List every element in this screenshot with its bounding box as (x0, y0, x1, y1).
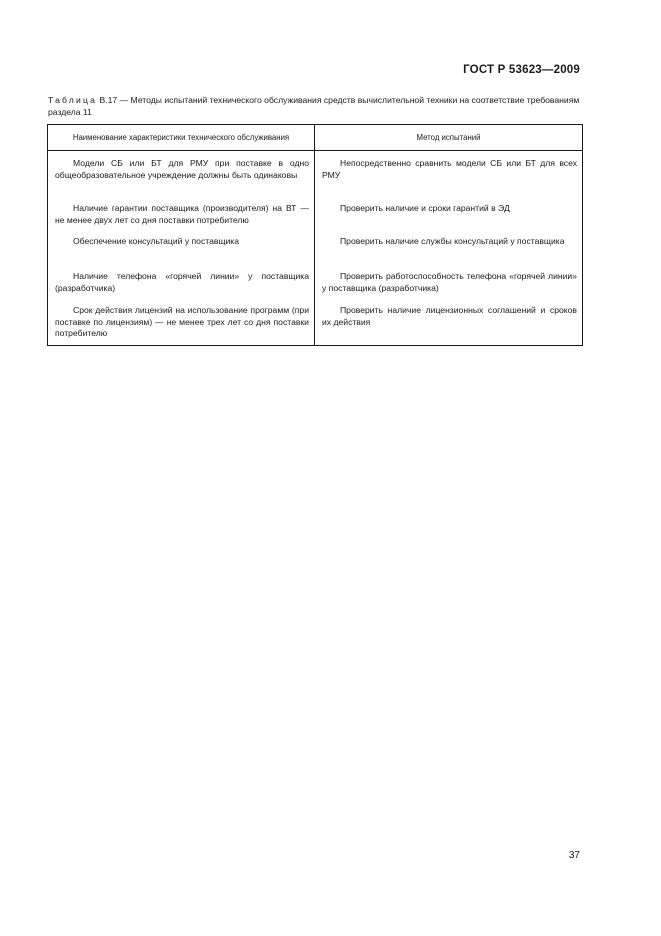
characteristic-cell: Срок действия лицензий на использование программ (при поставке по лицензиям) — не менее трех лет со дня поставки потребителю (48, 302, 315, 345)
characteristic-cell: Наличие телефона «горячей линии» у поставщика (разработчика) (48, 268, 315, 302)
table-word: Таблица (48, 95, 98, 105)
method-cell: Проверить работоспособность телефона «горячей линии» у поставщика (разработчика) (315, 268, 583, 302)
method-cell: Проверить наличие службы консультаций у поставщика (315, 233, 583, 268)
table-title: — Методы испытаний технического обслуживания средств вычислительной техники на соответствие требованиям раздела 11 (48, 95, 580, 117)
method-cell: Проверить наличие лицензионных соглашений и сроков их действия (315, 302, 583, 345)
test-methods-table (47, 124, 583, 346)
method-cell: Проверить наличие и сроки гарантий в ЭД (315, 200, 583, 233)
table-row (48, 268, 583, 302)
characteristic-cell: Модели СБ или БТ для РМУ при поставке в одно общеобразовательное учреждение должны быть одинаковы (48, 151, 315, 201)
table-row (48, 302, 583, 345)
table-row (48, 233, 583, 268)
characteristic-cell: Наличие гарантии поставщика (производителя) на ВТ — не менее двух лет со дня поставки потребителю (48, 200, 315, 233)
table-caption (48, 94, 582, 118)
column-header-method: Метод испытаний (315, 125, 583, 151)
document-code: ГОСТ Р 53623—2009 (463, 64, 580, 76)
column-header-characteristic: Наименование характеристики технического обслуживания (48, 125, 315, 151)
table-row (48, 151, 583, 201)
table-number: В.17 (99, 95, 118, 105)
method-cell: Непосредственно сравнить модели СБ или БТ для всех РМУ (315, 151, 583, 201)
table-header-row (48, 125, 583, 151)
page-number: 37 (568, 850, 580, 861)
table-row (48, 200, 583, 233)
characteristic-cell: Обеспечение консультаций у поставщика (48, 233, 315, 268)
